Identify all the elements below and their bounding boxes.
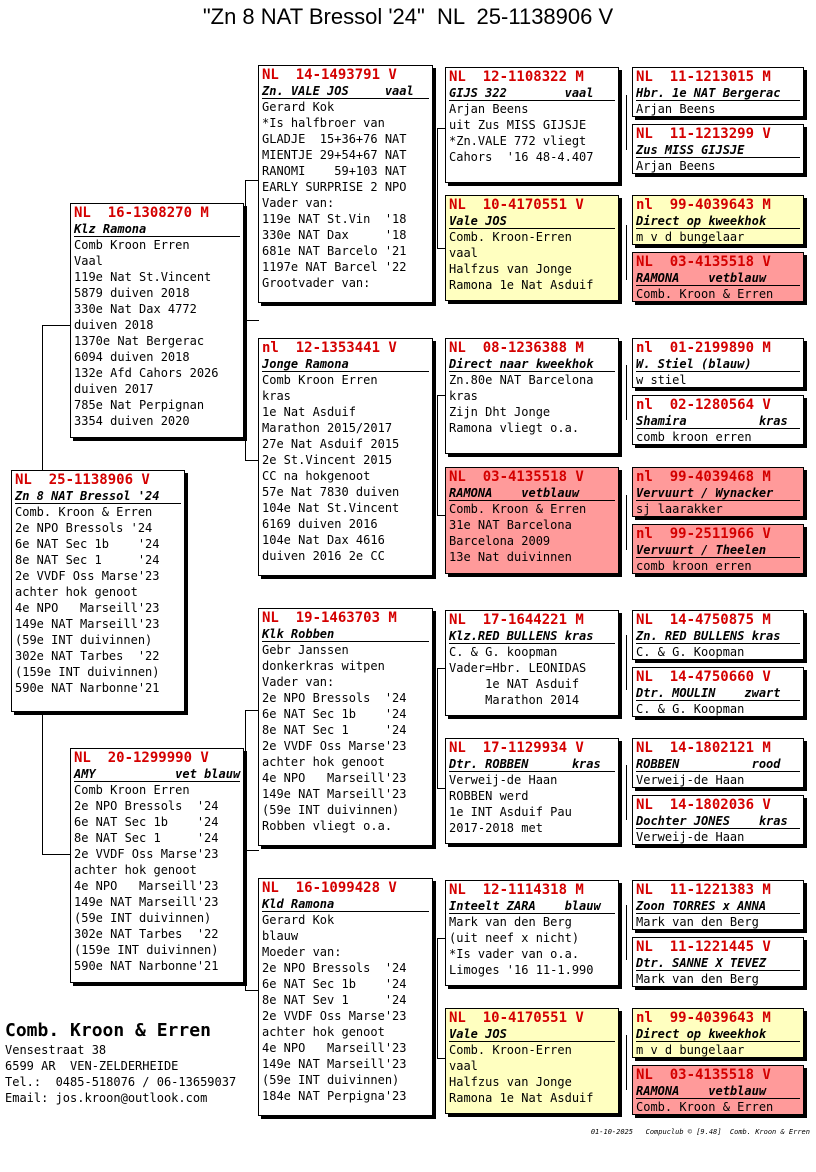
connector: [437, 515, 445, 516]
pigeon-name: W. Stiel (blauw): [636, 357, 800, 372]
pigeon-name: Zn. RED BULLENS kras: [636, 629, 800, 644]
info-line: 104e Nat St.Vincent: [262, 501, 400, 515]
info-line: Barcelona 2009: [449, 534, 551, 548]
info-line: Robben vliegt o.a.: [262, 819, 393, 833]
info-line: C. & G. Koopman: [636, 645, 745, 659]
connector: [437, 788, 445, 789]
pigeon-name: Zus MISS GIJSJE: [636, 143, 800, 158]
info-line: Grootvader van:: [262, 276, 371, 290]
info-line: (59e INT duivinnen): [74, 911, 212, 925]
ring-number: NL 11-1213299 V: [636, 126, 771, 142]
info-line: 2e NPO Bressols '24: [74, 799, 219, 813]
connector: [437, 395, 438, 515]
grandsire-maternal-card: [258, 608, 433, 846]
info-line: 590e NAT Narbonne'21: [74, 959, 219, 973]
info-line: Comb. Kroon-Erren: [449, 230, 572, 244]
pigeon-name: Hbr. 1e NAT Bergerac: [636, 86, 800, 101]
info-line: Comb. Kroon & Erren: [449, 502, 587, 516]
info-line: *Zn.VALE 772 vliegt: [449, 134, 587, 148]
ring-number: nl 99-4039643 M: [636, 1010, 771, 1026]
info-line: Vader van:: [262, 675, 335, 689]
connector: [626, 765, 627, 820]
info-line: 1e Nat Asduif: [262, 405, 356, 419]
pigeon-name: Vervuurt / Wynacker: [636, 486, 800, 501]
ring-number: NL 25-1138906 V: [15, 472, 150, 488]
info-line: 2e VVDF Oss Marse'23: [262, 739, 407, 753]
info-line: 132e Afd Cahors 2026: [74, 366, 219, 380]
info-line: 149e NAT Marseill'23: [262, 1057, 407, 1071]
info-line: 27e Nat Asduif 2015: [262, 437, 400, 451]
owner-name: Comb. Kroon & Erren: [5, 1020, 211, 1041]
owner-postcode: 6599 AR VEN-ZELDERHEIDE: [5, 1059, 179, 1073]
info-line: 119e Nat St.Vincent: [74, 270, 212, 284]
info-line: Ramona 1e Nat Asduif: [449, 1091, 594, 1105]
ancestor-card: [632, 124, 804, 174]
pigeon-name: Jonge Ramona: [262, 357, 429, 372]
info-line: Zn.80e NAT Barcelona: [449, 373, 594, 387]
pigeon-name: Inteelt ZARA blauw: [449, 899, 615, 914]
pigeon-name: RAMONA vetblauw: [449, 486, 615, 501]
ring-number: NL 12-1114318 M: [449, 882, 584, 898]
pigeon-name: AMY vet blauw: [74, 767, 241, 781]
info-line: 1370e Nat Bergerac: [74, 334, 205, 348]
info-line: vaal: [449, 1059, 478, 1073]
info-line: Moeder van:: [262, 945, 342, 959]
info-line: 6e NAT Sec 1b '24: [15, 537, 160, 551]
pigeon-name: Vale JOS: [449, 214, 615, 229]
info-line: 4e NPO Marseill'23: [262, 771, 407, 785]
info-line: Verweij-de Haan: [449, 773, 558, 787]
info-line: 6e NAT Sec 1b '24: [74, 815, 219, 829]
info-line: ROBBEN werd: [449, 789, 529, 803]
info-line: 31e NAT Barcelona: [449, 518, 572, 532]
owner-info: [5, 1020, 236, 1106]
pigeon-name: Dtr. SANNE X TEVEZ: [636, 956, 800, 971]
mother-card: [70, 748, 244, 983]
connector: [626, 225, 627, 280]
connector: [437, 668, 445, 669]
pigeon-name: Klz Ramona: [74, 222, 240, 237]
owner-phone: Tel.: 0485-518076 / 06-13659037: [5, 1075, 237, 1089]
connector: [245, 710, 259, 711]
info-line: 149e NAT Marseill'23: [15, 617, 160, 631]
info-line: 2e NPO Bressols '24: [262, 691, 407, 705]
info-line: RANOMI 59+103 NAT: [262, 164, 407, 178]
granddam-paternal-card: [258, 338, 433, 576]
info-line: Vaal: [74, 254, 103, 268]
info-line: 2e VVDF Oss Marse'23: [262, 1009, 407, 1023]
info-line: duiven 2016 2e CC: [262, 549, 385, 563]
info-line: Marathon 2015/2017: [262, 421, 393, 435]
info-line: 4e NPO Marseill'23: [74, 879, 219, 893]
connector: [245, 180, 259, 181]
ring-number: NL 11-1221383 M: [636, 882, 771, 898]
info-line: comb kroon erren: [636, 559, 752, 573]
great-grandparent-card: [445, 738, 619, 844]
info-line: 2e VVDF Oss Marse'23: [15, 569, 160, 583]
info-line: achter hok genoot: [74, 863, 197, 877]
info-line: Halfzus van Jonge: [449, 1075, 572, 1089]
owner-email: Email: jos.kroon@outlook.com: [5, 1091, 208, 1105]
info-line: GLADJE 15+36+76 NAT: [262, 132, 407, 146]
ring-number: nl 02-1280564 V: [636, 397, 771, 413]
connector: [437, 395, 445, 396]
info-line: 6e NAT Sec 1b '24: [262, 977, 407, 991]
info-line: 2e VVDF Oss Marse'23: [74, 847, 219, 861]
ancestor-card: [632, 67, 804, 117]
info-line: (59e INT duivinnen): [262, 803, 400, 817]
ring-number: NL 12-1108322 M: [449, 69, 584, 85]
ring-number: NL 03-4135518 V: [449, 469, 584, 485]
info-line: Arjan Beens: [449, 102, 529, 116]
connector: [245, 320, 259, 321]
ring-number: nl 99-2511966 V: [636, 526, 771, 542]
info-line: kras: [262, 389, 291, 403]
info-line: Comb Kroon Erren: [262, 373, 378, 387]
ring-number: NL 14-1493791 V: [262, 67, 397, 83]
granddam-maternal-card: [258, 878, 433, 1116]
info-line: 2017-2018 met: [449, 821, 543, 835]
connector: [626, 365, 627, 420]
info-line: 6094 duiven 2018: [74, 350, 190, 364]
info-line: Mark van den Berg: [636, 972, 759, 986]
info-line: 2e St.Vincent 2015: [262, 453, 393, 467]
pigeon-name: Klz.RED BULLENS kras: [449, 629, 615, 644]
info-line: Halfzus van Jonge: [449, 262, 572, 276]
info-line: 8e NAT Sec 1 '24: [74, 831, 219, 845]
info-line: 302e NAT Tarbes '22: [74, 927, 219, 941]
connector: [245, 850, 259, 851]
father-card: [70, 203, 244, 438]
ancestor-card: [632, 937, 804, 987]
connector: [626, 95, 627, 150]
pigeon-name: RAMONA vetblauw: [636, 1084, 800, 1099]
info-line: 6e NAT Sec 1b '24: [262, 707, 407, 721]
info-line: Marathon 2014: [449, 693, 580, 707]
connector: [437, 248, 445, 249]
info-line: 8e NAT Sev 1 '24: [262, 993, 407, 1007]
info-line: 149e NAT Marseill'23: [262, 787, 407, 801]
info-line: (159e INT duivinnen): [74, 943, 219, 957]
connector: [42, 712, 43, 854]
info-line: Comb. Kroon & Erren: [15, 505, 153, 519]
info-line: Comb Kroon Erren: [74, 783, 190, 797]
info-line: *Is halfbroer van: [262, 116, 385, 130]
info-line: Verweij-de Haan: [636, 830, 745, 844]
connector: [437, 128, 445, 129]
pigeon-name: ROBBEN rood: [636, 757, 800, 772]
info-line: C. & G. Koopman: [636, 702, 745, 716]
info-line: achter hok genoot: [262, 1025, 385, 1039]
subject-card: [11, 470, 185, 712]
ancestor-card: [632, 667, 804, 717]
info-line: 590e NAT Narbonne'21: [15, 681, 160, 695]
ring-number: NL 11-1221445 V: [636, 939, 771, 955]
info-line: Mark van den Berg: [636, 915, 759, 929]
pigeon-name: Dtr. MOULIN zwart: [636, 686, 800, 701]
info-line: EARLY SURPRISE 2 NPO: [262, 180, 407, 194]
info-line: blauw: [262, 929, 299, 943]
info-line: (uit neef x nicht): [449, 931, 580, 945]
pigeon-name: Zn. VALE JOS vaal: [262, 84, 429, 99]
ancestor-card: [632, 1008, 804, 1058]
ancestor-card: [632, 195, 804, 245]
ring-number: NL 11-1213015 M: [636, 69, 771, 85]
info-line: MIENTJE 29+54+67 NAT: [262, 148, 407, 162]
ancestor-card: [632, 338, 804, 388]
ring-number: NL 10-4170551 V: [449, 197, 584, 213]
pigeon-name: GIJS 322 vaal: [449, 86, 615, 101]
ring-number: NL 14-4750660 V: [636, 669, 771, 685]
info-line: 2e NPO Bressols '24: [262, 961, 407, 975]
ancestor-card: [632, 252, 804, 302]
info-line: C. & G. koopman: [449, 645, 558, 659]
info-line: (59e INT duivinnen): [262, 1073, 400, 1087]
info-line: 119e NAT St.Vin '18: [262, 212, 407, 226]
info-line: *Is vader van o.a.: [449, 947, 580, 961]
info-line: Comb. Kroon & Erren: [636, 1100, 774, 1114]
info-line: achter hok genoot: [15, 585, 138, 599]
info-line: duiven 2017: [74, 382, 154, 396]
info-line: Ramona vliegt o.a.: [449, 421, 580, 435]
pigeon-name: Direct op kweekhok: [636, 1027, 800, 1042]
info-line: (159e INT duivinnen): [15, 665, 160, 679]
info-line: 1197e NAT Barcel '22: [262, 260, 407, 274]
pigeon-name: Dtr. ROBBEN kras: [449, 757, 615, 772]
connector: [42, 325, 43, 470]
ring-number: NL 10-4170551 V: [449, 1010, 584, 1026]
great-grandparent-card: [445, 610, 619, 716]
connector: [245, 710, 246, 990]
info-line: duiven 2018: [74, 318, 154, 332]
ancestor-card: [632, 610, 804, 660]
connector: [626, 1035, 627, 1090]
connector: [626, 905, 627, 960]
ring-number: NL 17-1644221 M: [449, 612, 584, 628]
info-line: Gerard Kok: [262, 100, 335, 114]
great-grandparent-card: [445, 1008, 619, 1114]
ring-number: nl 01-2199890 M: [636, 340, 771, 356]
info-line: sj laarakker: [636, 502, 723, 516]
pigeon-name: Kld Ramona: [262, 897, 429, 912]
connector: [245, 460, 259, 461]
info-line: 8e NAT Sec 1 '24: [15, 553, 160, 567]
pigeon-name: Dochter JONES kras: [636, 814, 800, 829]
info-line: 13e Nat duivinnen: [449, 550, 572, 564]
ancestor-card: [632, 395, 804, 445]
ancestor-card: [632, 467, 804, 517]
ring-number: NL 20-1299990 V: [74, 750, 209, 766]
pigeon-name: Vale JOS: [449, 1027, 615, 1042]
info-line: vaal: [449, 246, 478, 260]
info-line: m v d bungelaar: [636, 1043, 745, 1057]
info-line: Ramona 1e Nat Asduif: [449, 278, 594, 292]
ring-number: NL 16-1099428 V: [262, 880, 397, 896]
great-grandparent-card: [445, 338, 619, 454]
info-line: 785e Nat Perpignan: [74, 398, 205, 412]
info-line: 1e NAT Asduif: [449, 677, 580, 691]
info-line: Vader van:: [262, 196, 335, 210]
info-line: Comb. Kroon & Erren: [636, 287, 774, 301]
info-line: Cahors '16 48-4.407: [449, 150, 594, 164]
ancestor-card: [632, 524, 804, 574]
ancestor-card: [632, 880, 804, 930]
great-grandparent-card: [445, 67, 619, 183]
pigeon-name: Direct naar kweekhok: [449, 357, 615, 372]
connector: [42, 325, 72, 326]
pigeon-name: Shamira kras: [636, 414, 800, 429]
info-line: Vader=Hbr. LEONIDAS: [449, 661, 587, 675]
info-line: achter hok genoot: [262, 755, 385, 769]
print-footer: 01-10-2025 Compuclub © [9.48] Comb. Kroon & Erren: [590, 1128, 810, 1136]
ancestor-card: [632, 738, 804, 788]
info-line: 5879 duiven 2018: [74, 286, 190, 300]
connector: [245, 990, 259, 991]
ring-number: NL 14-1802036 V: [636, 797, 771, 813]
connector: [626, 495, 627, 550]
ring-number: NL 16-1308270 M: [74, 205, 209, 221]
grandsire-paternal-card: [258, 65, 433, 303]
connector: [437, 938, 438, 1058]
great-grandparent-card: [445, 195, 619, 301]
info-line: Zijn Dht Jonge: [449, 405, 551, 419]
connector: [437, 1058, 445, 1059]
connector: [437, 938, 445, 939]
pigeon-name: RAMONA vetblauw: [636, 271, 800, 286]
info-line: kras: [449, 389, 478, 403]
ring-number: nl 12-1353441 V: [262, 340, 397, 356]
info-line: 104e Nat Dax 4616: [262, 533, 385, 547]
ring-number: NL 17-1129934 V: [449, 740, 584, 756]
info-line: 3354 duiven 2020: [74, 414, 190, 428]
info-line: Arjan Beens: [636, 102, 716, 116]
info-line: 4e NPO Marseill'23: [262, 1041, 407, 1055]
ring-number: NL 03-4135518 V: [636, 1067, 771, 1083]
info-line: donkerkras witpen: [262, 659, 385, 673]
connector: [626, 635, 627, 690]
info-line: uit Zus MISS GIJSJE: [449, 118, 587, 132]
ring-number: nl 99-4039468 M: [636, 469, 771, 485]
info-line: 6169 duiven 2016: [262, 517, 378, 531]
info-line: 1e INT Asduif Pau: [449, 805, 572, 819]
great-grandparent-card: [445, 467, 619, 574]
ring-number: NL 14-1802121 M: [636, 740, 771, 756]
info-line: CC na hokgenoot: [262, 469, 371, 483]
pigeon-name: Zn 8 NAT Bressol '24: [15, 489, 181, 504]
connector: [437, 668, 438, 788]
info-line: (59e INT duivinnen): [15, 633, 153, 647]
pigeon-name: Direct op kweekhok: [636, 214, 800, 229]
info-line: 149e NAT Marseill'23: [74, 895, 219, 909]
info-line: comb kroon erren: [636, 430, 752, 444]
info-line: Limoges '16 11-1.990: [449, 963, 594, 977]
ring-number: NL 03-4135518 V: [636, 254, 771, 270]
pigeon-name: Zoon TORRES x ANNA: [636, 899, 800, 914]
ring-number: NL 14-4750875 M: [636, 612, 771, 628]
info-line: 8e NAT Sec 1 '24: [262, 723, 407, 737]
pigeon-name: Vervuurt / Theelen: [636, 543, 800, 558]
info-line: Comb. Kroon-Erren: [449, 1043, 572, 1057]
ancestor-card: [632, 795, 804, 845]
info-line: Gerard Kok: [262, 913, 335, 927]
great-grandparent-card: [445, 880, 619, 986]
info-line: Arjan Beens: [636, 159, 716, 173]
ancestor-card: [632, 1065, 804, 1115]
ring-number: NL 19-1463703 M: [262, 610, 397, 626]
connector: [42, 854, 72, 855]
owner-address: Vensestraat 38: [5, 1043, 107, 1057]
pigeon-name: Klk Robben: [262, 627, 429, 642]
info-line: 4e NPO Marseill'23: [15, 601, 160, 615]
info-line: Comb Kroon Erren: [74, 238, 190, 252]
connector: [245, 180, 246, 460]
info-line: 330e NAT Dax '18: [262, 228, 407, 242]
info-line: m v d bungelaar: [636, 230, 745, 244]
info-line: Verweij-de Haan: [636, 773, 745, 787]
info-line: 184e NAT Perpigna'23: [262, 1089, 407, 1103]
connector: [437, 128, 438, 248]
info-line: 302e NAT Tarbes '22: [15, 649, 160, 663]
pedigree-title: "Zn 8 NAT Bressol '24" NL 25-1138906 V: [202, 4, 614, 29]
ring-number: NL 08-1236388 M: [449, 340, 584, 356]
info-line: 330e Nat Dax 4772: [74, 302, 197, 316]
info-line: 57e Nat 7830 duiven: [262, 485, 400, 499]
info-line: Gebr Janssen: [262, 643, 349, 657]
info-line: Mark van den Berg: [449, 915, 572, 929]
info-line: 2e NPO Bressols '24: [15, 521, 153, 535]
ring-number: nl 99-4039643 M: [636, 197, 771, 213]
info-line: 681e NAT Barcelo '21: [262, 244, 407, 258]
info-line: w stiel: [636, 373, 687, 387]
